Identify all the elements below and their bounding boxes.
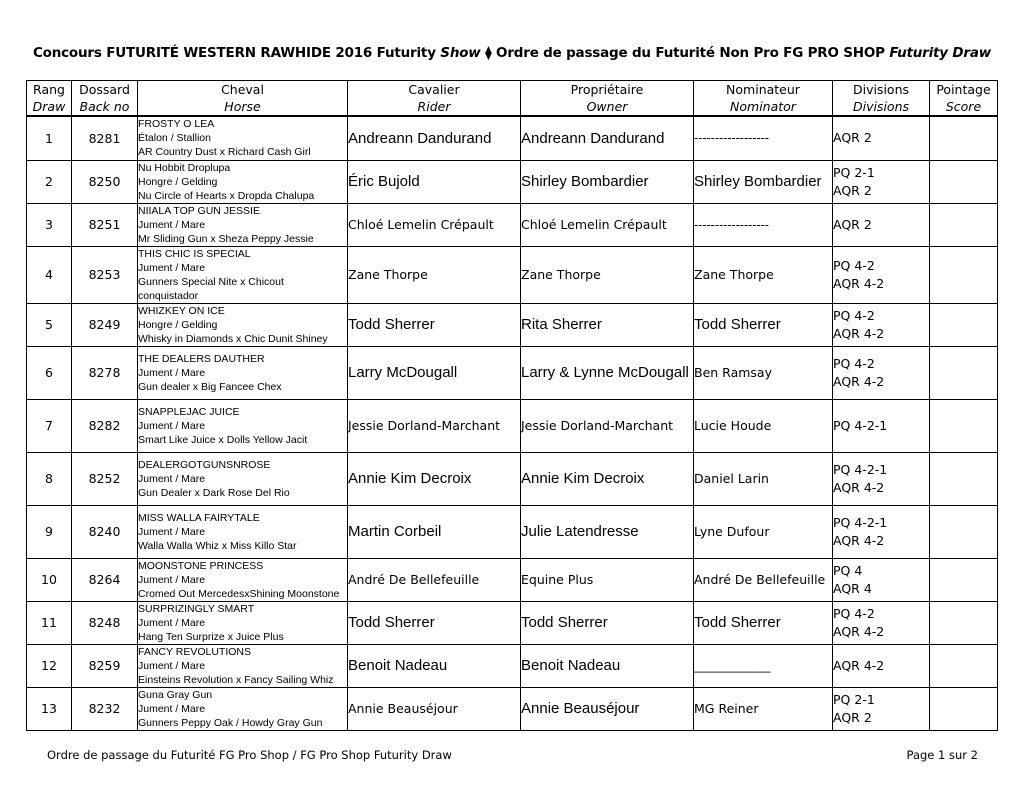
nominator-name: Ben Ramsay	[694, 346, 833, 399]
back-number: 8253	[72, 246, 138, 303]
divisions-cell	[833, 303, 930, 346]
owner-name: Todd Sherrer	[521, 601, 694, 644]
nominator-name: MG Reiner	[694, 687, 833, 730]
owner-name: Zane Thorpe	[521, 246, 694, 303]
draw-number: 7	[27, 399, 72, 452]
horse-pedigree: Einsteins Revolution x Fancy Sailing Whiz	[138, 673, 334, 686]
title-text-1: Concours FUTURITÉ WESTERN RAWHIDE 2016 Futurity	[32, 45, 441, 61]
score-cell	[930, 303, 998, 346]
horse-cell	[138, 399, 348, 452]
score-cell	[930, 644, 998, 687]
division-label: PQ 2-1	[833, 164, 875, 180]
nominator-name: André De Bellefeuille	[694, 558, 833, 601]
back-number: 8240	[72, 505, 138, 558]
horse-name: THE DEALERS DAUTHER	[138, 352, 265, 365]
horse-name: Nu Hobbit Droplupa	[138, 161, 231, 174]
horse-sex: Jument / Mare	[138, 573, 206, 586]
divisions-cell	[833, 644, 930, 687]
draw-number: 4	[27, 246, 72, 303]
draw-number: 13	[27, 687, 72, 730]
horse-name: MISS WALLA FAIRYTALE	[138, 511, 260, 524]
table-row	[27, 601, 998, 644]
back-number: 8250	[72, 160, 138, 203]
column-header-en: Nominator	[730, 99, 796, 114]
score-cell	[930, 246, 998, 303]
divisions-cell	[833, 452, 930, 505]
rider-name: Larry McDougall	[348, 346, 521, 399]
draw-number: 10	[27, 558, 72, 601]
column-header-fr: Nominateur	[726, 82, 800, 97]
rider-name: Jessie Dorland-Marchant	[348, 399, 521, 452]
draw-number: 3	[27, 203, 72, 246]
rider-name: Benoit Nadeau	[348, 644, 521, 687]
draw-number: 8	[27, 452, 72, 505]
column-header	[521, 81, 694, 117]
division-label: PQ 4-2-1	[833, 417, 888, 433]
nominator-name: Lyne Dufour	[694, 505, 833, 558]
division-label: AQR 2	[833, 709, 872, 725]
division-label: AQR 4-2	[833, 275, 885, 291]
column-header-en: Score	[945, 99, 982, 114]
page-number: Page 1 sur 2	[906, 748, 978, 762]
division-label: AQR 2	[833, 130, 872, 146]
division-label: AQR 4-2	[833, 479, 885, 495]
score-cell	[930, 687, 998, 730]
score-cell	[930, 160, 998, 203]
division-label: PQ 4	[833, 562, 863, 578]
column-header-en: Owner	[586, 99, 628, 114]
horse-cell	[138, 160, 348, 203]
horse-cell	[138, 601, 348, 644]
horse-name: DEALERGOTGUNSNROSE	[138, 458, 271, 471]
divisions-cell	[833, 246, 930, 303]
owner-name: Rita Sherrer	[521, 303, 694, 346]
draw-number: 1	[27, 116, 72, 160]
draw-table	[26, 80, 998, 731]
divisions-cell	[833, 203, 930, 246]
table-body	[27, 116, 998, 730]
owner-name: Jessie Dorland-Marchant	[521, 399, 694, 452]
nominator-name: ___________	[694, 644, 833, 687]
column-header-fr: Propriétaire	[570, 82, 644, 97]
divisions-cell	[833, 558, 930, 601]
nominator-name: Shirley Bombardier	[694, 160, 833, 203]
title-show: Show	[440, 45, 481, 61]
horse-name: SNAPPLEJAC JUICE	[138, 405, 240, 418]
column-header	[930, 81, 998, 117]
divisions-cell	[833, 505, 930, 558]
division-label: AQR 4-2	[833, 373, 885, 389]
column-header-en: Rider	[417, 99, 451, 114]
score-cell	[930, 558, 998, 601]
table-row	[27, 558, 998, 601]
horse-sex: Hongre / Gelding	[138, 175, 218, 188]
table-row	[27, 203, 998, 246]
horse-pedigree: Whisky in Diamonds x Chic Dunit Shiney	[138, 332, 328, 345]
score-cell	[930, 452, 998, 505]
score-cell	[930, 505, 998, 558]
horse-sex: Jument / Mare	[138, 659, 206, 672]
divisions-cell	[833, 601, 930, 644]
horse-pedigree: Walla Walla Whiz x Miss Killo Star	[138, 539, 297, 552]
table-row	[27, 116, 998, 160]
division-label: PQ 4-2	[833, 257, 875, 273]
owner-name: Annie Beauséjour	[521, 687, 694, 730]
column-header-fr: Dossard	[79, 82, 130, 97]
horse-pedigree: Mr Sliding Gun x Sheza Peppy Jessie	[138, 232, 314, 245]
column-header-fr: Rang	[33, 82, 65, 97]
title-text-2: Ordre de passage du Futurité Non Pro FG PRO SHOP	[491, 45, 890, 61]
draw-number: 6	[27, 346, 72, 399]
horse-name: SURPRIZINGLY SMART	[138, 602, 255, 615]
column-header-fr: Divisions	[852, 82, 910, 97]
rider-name: Andreann Dandurand	[348, 116, 521, 160]
table-row	[27, 452, 998, 505]
back-number: 8252	[72, 452, 138, 505]
column-header-en: Draw	[32, 99, 66, 114]
horse-name: WHIZKEY ON ICE	[138, 304, 225, 317]
rider-name: André De Bellefeuille	[348, 558, 521, 601]
owner-name: Andreann Dandurand	[521, 116, 694, 160]
score-cell	[930, 203, 998, 246]
owner-name: Benoit Nadeau	[521, 644, 694, 687]
division-label: PQ 4-2	[833, 605, 875, 621]
column-header-fr: Cavalier	[408, 82, 460, 97]
column-header	[348, 81, 521, 117]
horse-sex: Hongre / Gelding	[138, 318, 218, 331]
back-number: 8232	[72, 687, 138, 730]
horse-pedigree: Hang Ten Surprize x Juice Plus	[138, 630, 284, 643]
nominator-name: Todd Sherrer	[694, 601, 833, 644]
table-row	[27, 505, 998, 558]
divisions-cell	[833, 399, 930, 452]
division-label: AQR 4	[833, 580, 872, 596]
rider-name: Zane Thorpe	[348, 246, 521, 303]
horse-sex: Jument / Mare	[138, 472, 206, 485]
horse-sex: Jument / Mare	[138, 702, 206, 715]
divisions-cell	[833, 116, 930, 160]
horse-cell	[138, 203, 348, 246]
score-cell	[930, 601, 998, 644]
table-row	[27, 687, 998, 730]
horse-name: FROSTY O LEA	[138, 118, 215, 131]
rider-name: Éric Bujold	[348, 160, 521, 203]
horse-cell	[138, 303, 348, 346]
back-number: 8264	[72, 558, 138, 601]
division-label: AQR 4-2	[833, 657, 885, 673]
nominator-name: Zane Thorpe	[694, 246, 833, 303]
score-cell	[930, 399, 998, 452]
horse-cell	[138, 346, 348, 399]
horse-cell	[138, 558, 348, 601]
horse-name: MOONSTONE PRINCESS	[138, 559, 264, 572]
draw-number: 5	[27, 303, 72, 346]
back-number: 8249	[72, 303, 138, 346]
horse-sex: Jument / Mare	[138, 525, 206, 538]
back-number: 8248	[72, 601, 138, 644]
horse-pedigree: Smart Like Juice x Dolls Yellow Jacit	[138, 433, 308, 446]
header-row	[27, 81, 998, 117]
column-header	[72, 81, 138, 117]
division-label: PQ 4-2	[833, 307, 875, 323]
column-header-fr: Pointage	[936, 82, 991, 97]
footer-title: Ordre de passage du Futurité FG Pro Shop / FG Pro Shop Futurity Draw	[47, 748, 452, 762]
horse-name: Guna Gray Gun	[138, 688, 213, 701]
nominator-name: Daniel Larin	[694, 452, 833, 505]
horse-pedigree: Cromed Out MercedesxShining Moonstone	[138, 587, 340, 600]
table-row	[27, 399, 998, 452]
horse-cell	[138, 116, 348, 160]
owner-name: Julie Latendresse	[521, 505, 694, 558]
horse-sex: Jument / Mare	[138, 419, 206, 432]
horse-sex: Étalon / Stallion	[138, 132, 211, 145]
divisions-cell	[833, 160, 930, 203]
division-label: AQR 2	[833, 216, 872, 232]
owner-name: Equine Plus	[521, 558, 694, 601]
horse-pedigree: Gunners Peppy Oak / Howdy Gray Gun	[138, 716, 323, 729]
draw-number: 12	[27, 644, 72, 687]
back-number: 8281	[72, 116, 138, 160]
table-row	[27, 644, 998, 687]
table-row	[27, 246, 998, 303]
division-label: AQR 4-2	[833, 532, 885, 548]
rider-name: Todd Sherrer	[348, 303, 521, 346]
draw-number: 11	[27, 601, 72, 644]
column-header	[138, 81, 348, 117]
owner-name: Shirley Bombardier	[521, 160, 694, 203]
divisions-cell	[833, 346, 930, 399]
nominator-name: ------------------	[694, 203, 833, 246]
horse-cell	[138, 687, 348, 730]
table-row	[27, 160, 998, 203]
division-label: PQ 4-2	[833, 355, 875, 371]
owner-name: Annie Kim Decroix	[521, 452, 694, 505]
title-draw: Futurity Draw	[889, 45, 992, 61]
division-label: PQ 2-1	[833, 691, 875, 707]
horse-pedigree: AR Country Dust x Richard Cash Girl	[138, 146, 311, 159]
back-number: 8278	[72, 346, 138, 399]
score-cell	[930, 346, 998, 399]
draw-number: 2	[27, 160, 72, 203]
horse-sex: Jument / Mare	[138, 218, 206, 231]
rider-name: Martin Corbeil	[348, 505, 521, 558]
rider-name: Annie Beauséjour	[348, 687, 521, 730]
horse-cell	[138, 505, 348, 558]
back-number: 8259	[72, 644, 138, 687]
back-number: 8251	[72, 203, 138, 246]
division-label: PQ 4-2-1	[833, 514, 888, 530]
horse-cell	[138, 452, 348, 505]
horse-pedigree2: conquistador	[138, 289, 199, 302]
owner-name: Chloé Lemelin Crépault	[521, 203, 694, 246]
horse-sex: Jument / Mare	[138, 616, 206, 629]
horse-pedigree: Gun Dealer x Dark Rose Del Rio	[138, 486, 290, 499]
back-number: 8282	[72, 399, 138, 452]
owner-name: Larry & Lynne McDougall	[521, 346, 694, 399]
horse-sex: Jument / Mare	[138, 261, 206, 274]
nominator-name: Todd Sherrer	[694, 303, 833, 346]
rider-name: Chloé Lemelin Crépault	[348, 203, 521, 246]
rider-name: Annie Kim Decroix	[348, 452, 521, 505]
nominator-name: ------------------	[694, 116, 833, 160]
division-label: AQR 4-2	[833, 325, 885, 341]
division-label: AQR 2	[833, 182, 872, 198]
diamond-icon: ⧫	[485, 45, 492, 61]
horse-sex: Jument / Mare	[138, 366, 206, 379]
score-cell	[930, 116, 998, 160]
column-header	[833, 81, 930, 117]
division-label: AQR 4-2	[833, 623, 885, 639]
table-row	[27, 303, 998, 346]
horse-name: FANCY REVOLUTIONS	[138, 645, 251, 658]
column-header-en: Back no	[79, 99, 130, 114]
draw-number: 9	[27, 505, 72, 558]
column-header	[694, 81, 833, 117]
table-row	[27, 346, 998, 399]
column-header-fr: Cheval	[221, 82, 264, 97]
column-header	[27, 81, 72, 117]
divisions-cell	[833, 687, 930, 730]
nominator-name: Lucie Houde	[694, 399, 833, 452]
horse-pedigree: Gun dealer x Big Fancee Chex	[138, 380, 282, 393]
division-label: PQ 4-2-1	[833, 461, 888, 477]
column-header-en: Horse	[224, 99, 261, 114]
horse-name: NIIALA TOP GUN JESSIE	[138, 204, 260, 217]
document-title	[0, 45, 1024, 61]
horse-name: THIS CHIC IS SPECIAL	[138, 247, 251, 260]
horse-pedigree: Gunners Special Nite x Chicout	[138, 275, 284, 288]
column-header-en: Divisions	[852, 99, 910, 114]
horse-cell	[138, 644, 348, 687]
horse-cell	[138, 246, 348, 303]
rider-name: Todd Sherrer	[348, 601, 521, 644]
horse-pedigree: Nu Circle of Hearts x Dropda Chalupa	[138, 189, 315, 202]
